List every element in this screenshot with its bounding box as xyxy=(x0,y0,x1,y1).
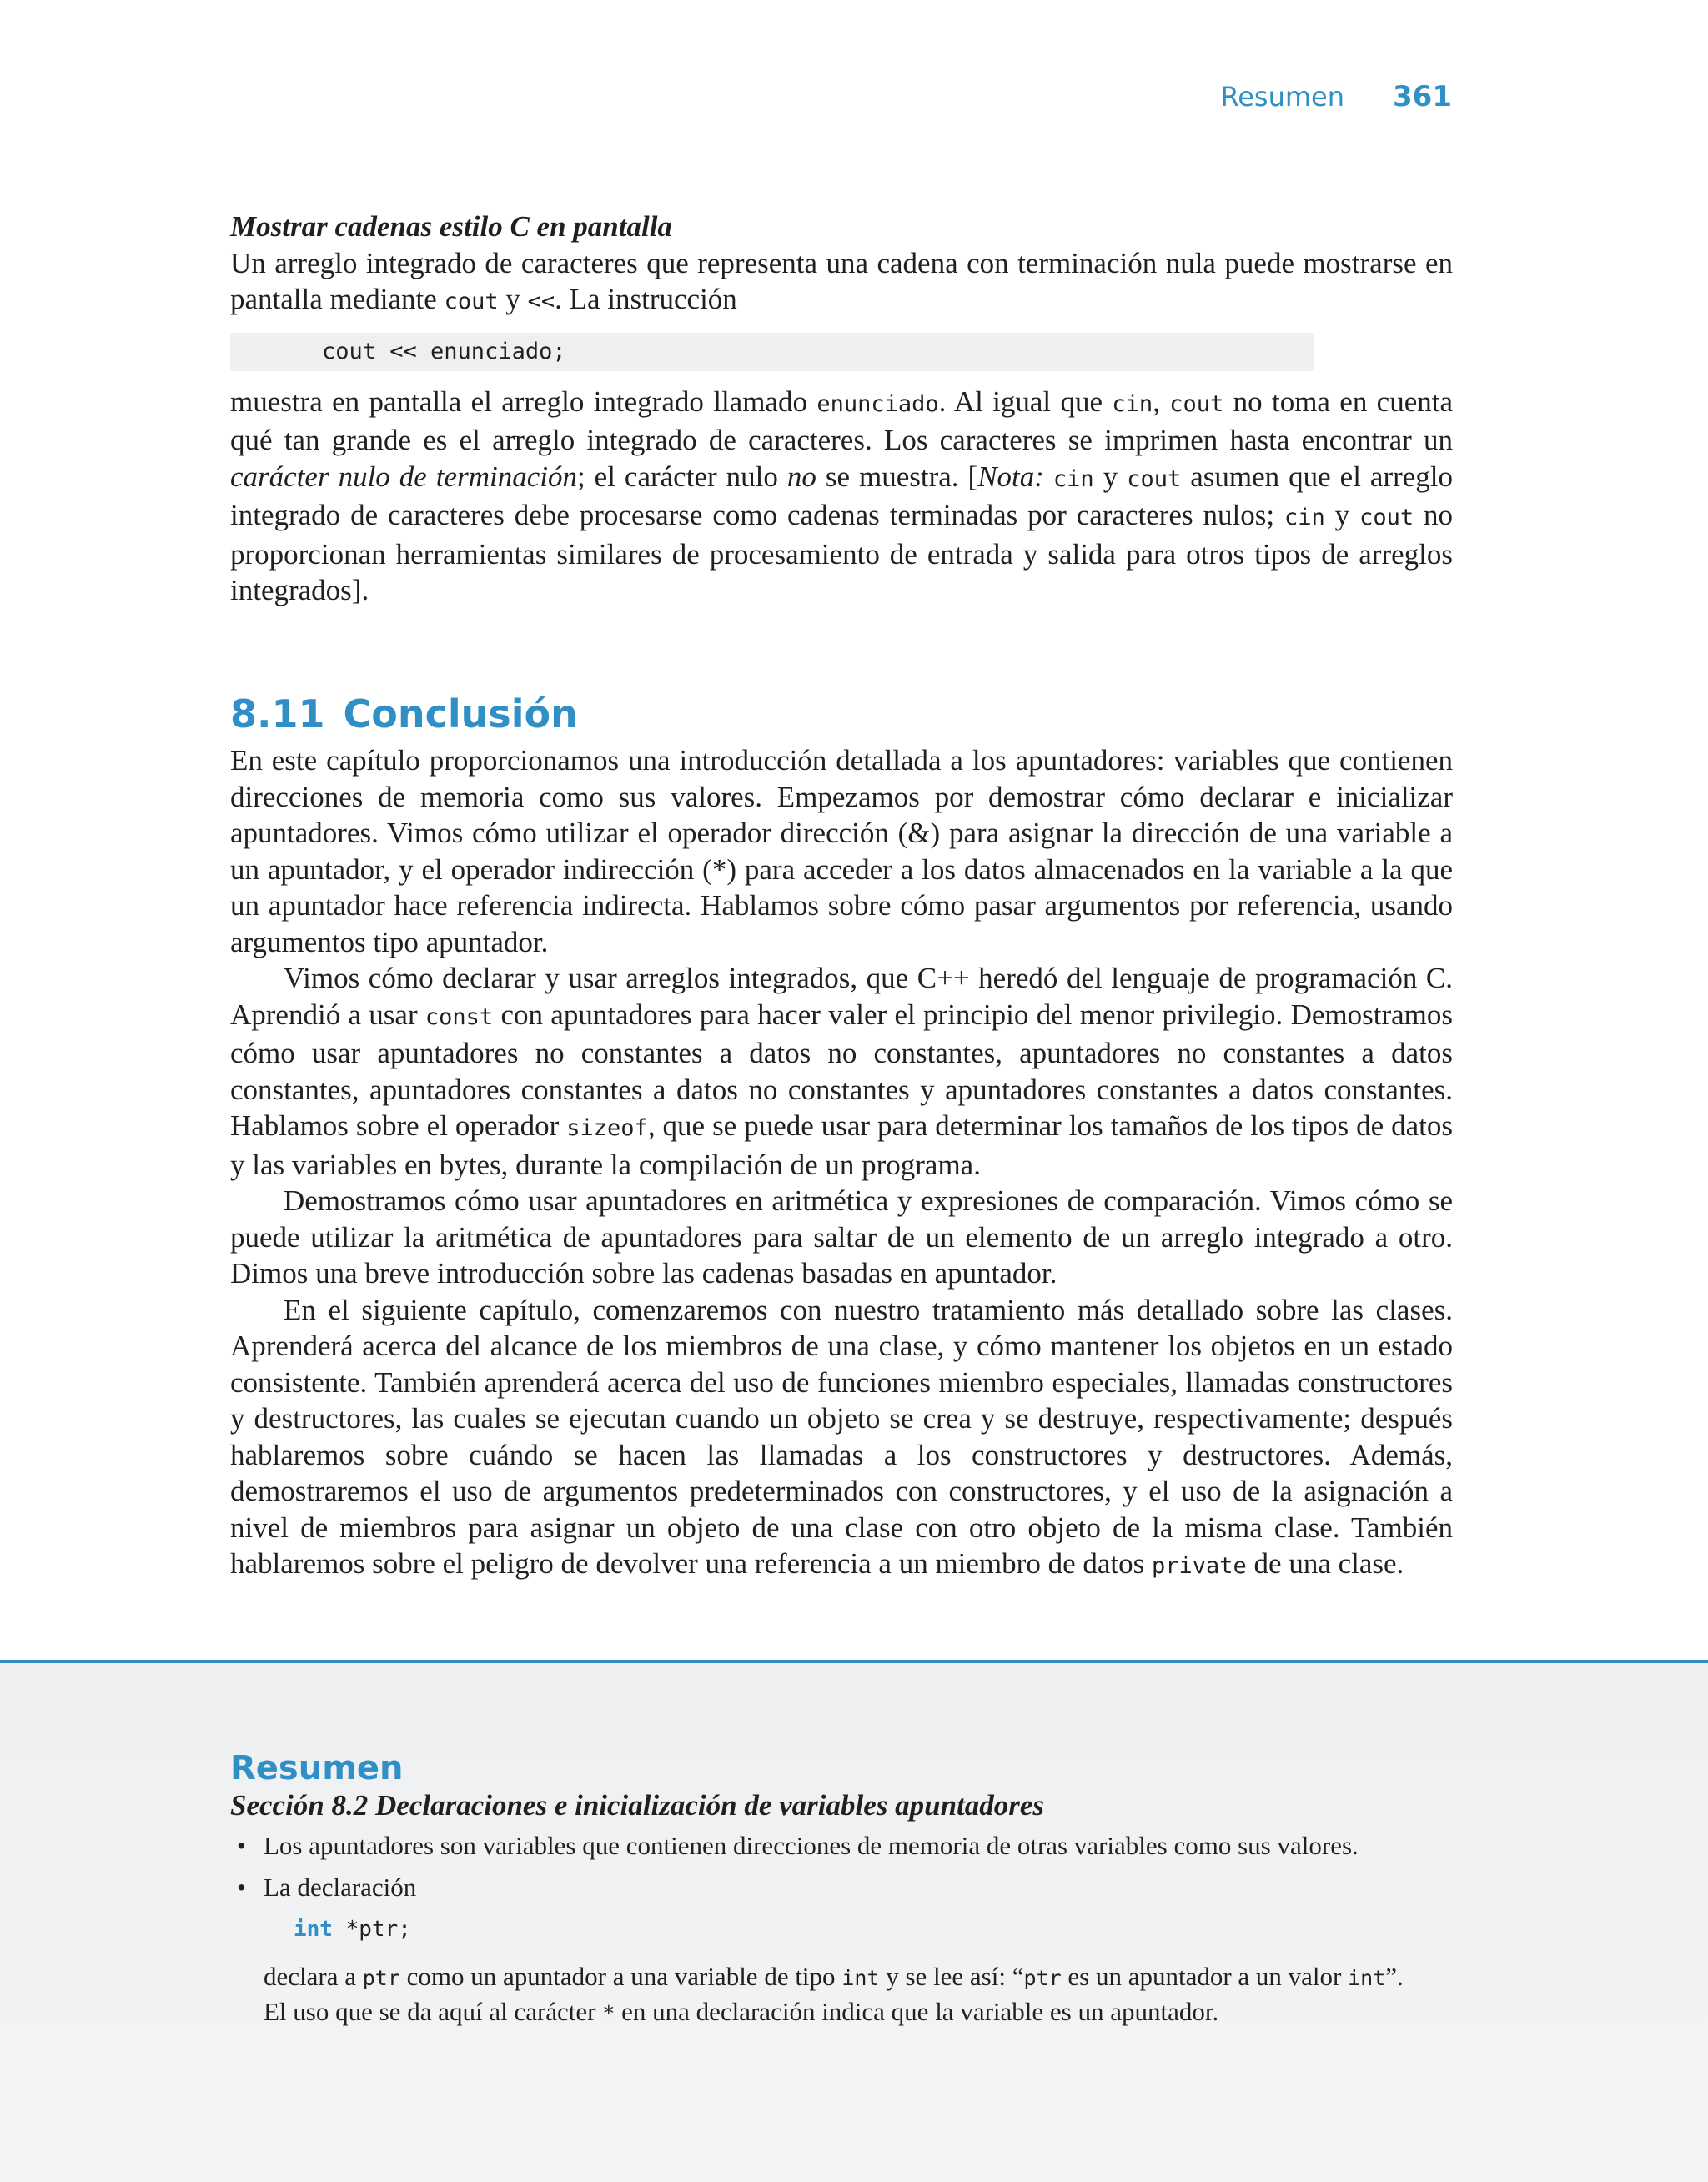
text: , que se puede usar para determinar los tamaños de los tipos de datos y las variables en bytes, durante la compilación de un programa. xyxy=(230,1109,1453,1181)
text: El uso que se da aquí al carácter xyxy=(264,1997,603,2026)
list-item: • La declaración xyxy=(230,1870,1464,1905)
section-title-text: Conclusión xyxy=(343,691,578,737)
text: muestra en pantalla el arreglo integrado llamado xyxy=(230,385,817,418)
text: es un apuntador a un valor xyxy=(1061,1962,1349,1991)
code-block xyxy=(230,333,1314,371)
emphasis: Nota: xyxy=(977,460,1044,493)
conclusion-paragraph-4 xyxy=(230,1292,1453,1585)
summary-section xyxy=(230,1748,1464,2030)
conclusion-paragraph-1: En este capítulo proporcionamos una introducción detallada a los apuntadores: variables que contienen direcciones de memoria como sus valores. Empezamos por demostrar cómo declarar e inicializar apuntadores. Vimos cómo utilizar el operador dirección (&) para asignar la dirección de una variable a un apuntador, y el operador indirección (*) para acceder a los datos almacenados en la variable a la que un apuntador hace referencia indirecta. Hablamos sobre cómo pasar argumentos por referencia, usando argumentos tipo apuntador. xyxy=(230,744,1453,958)
text: declara a xyxy=(264,1962,363,1991)
text: de una clase. xyxy=(1246,1547,1404,1580)
text: y xyxy=(1324,499,1360,531)
conclusion-paragraph-2 xyxy=(230,960,1453,1183)
text: . La instrucción xyxy=(555,283,737,315)
emphasis: carácter nulo de terminación xyxy=(230,460,577,493)
code-inline: sizeof xyxy=(566,1115,648,1141)
text: asumen que el arreglo integrado de caracteres debe procesarse como cadenas terminadas por caracteres nulos; xyxy=(230,460,1454,531)
summary-title: Resumen xyxy=(230,1749,404,1787)
text: En el siguiente capítulo, comenzaremos con nuestro tratamiento más detallado sobre las clases. Aprenderá acerca del alcance de los miembros de una clase, y cómo mantener los objetos en un estado consistente. También aprenderá acerca del uso de funciones miembro especiales, llamadas constructores y destructores, las cuales se ejecutan cuando un objeto se crea y se destruye, respectivamente; después hablaremos sobre cuándo se hacen las llamadas a los constructores y destructores. Además, demostraremos el uso de argumentos predeterminados con constructores, y el uso de la asignación a nivel de miembros para asignar un objeto de una clase con otro objeto de la misma clase. También hablaremos sobre el peligro de devolver una referencia a un miembro de datos xyxy=(230,1293,1453,1580)
text: y xyxy=(1093,460,1128,493)
code-block xyxy=(294,1917,1464,1942)
text: ; el carácter nulo xyxy=(576,460,787,493)
code-keyword: int xyxy=(294,1917,333,1942)
text: Vimos cómo declarar y usar arreglos integrados, que C++ heredó del lenguaje de programación C. Aprendió a usar xyxy=(230,962,1453,1031)
section-title xyxy=(230,691,1453,737)
text: no proporcionan herramientas similares de procesamiento de entrada y salida para otros tipos de arreglos integrados]. xyxy=(230,499,1453,606)
conclusion-section xyxy=(230,691,1453,1585)
paragraph-explanation xyxy=(230,384,1453,609)
list-item: • Los apuntadores son variables que contienen direcciones de memoria de otras variables como sus valores. xyxy=(230,1828,1464,1863)
code-inline: * xyxy=(602,2001,615,2025)
bullet-continuation xyxy=(230,1960,1464,2030)
code-inline: const xyxy=(424,1003,494,1030)
code-inline: cout xyxy=(444,289,499,314)
code-inline: cin xyxy=(1052,465,1094,492)
running-header xyxy=(1220,80,1452,113)
subsection-heading: Mostrar cadenas estilo C en pantalla xyxy=(230,210,672,243)
code-inline: ptr xyxy=(1023,1966,1062,1990)
text: . Al igual que xyxy=(938,385,1113,418)
section-number: 8.11 xyxy=(230,691,325,737)
header-section-label: Resumen xyxy=(1220,81,1345,113)
text: con apuntadores para hacer valer el principio del menor privilegio. Demostramos cómo usar apuntadores no constantes a datos no constantes, apuntadores no constantes a datos constantes, apuntadores constantes a datos no constantes y apuntadores constantes a datos constantes. Hablamos sobre el operador xyxy=(230,998,1453,1142)
text: y xyxy=(498,283,528,315)
code-inline: cout xyxy=(1169,390,1224,417)
text: ”. xyxy=(1385,1962,1404,1991)
code-inline: enunciado xyxy=(816,390,939,417)
text: en una declaración indica que la variable es un apuntador. xyxy=(615,1997,1219,2026)
code-inline: int xyxy=(1348,1966,1386,1990)
text: , xyxy=(1153,385,1170,418)
code-inline: cin xyxy=(1112,390,1153,417)
top-section xyxy=(230,209,1453,609)
code-text: *ptr; xyxy=(332,1917,411,1942)
emphasis: no xyxy=(786,460,816,493)
code-inline: private xyxy=(1151,1553,1247,1579)
text: se muestra. [ xyxy=(816,460,978,493)
code-inline: ptr xyxy=(362,1966,400,1990)
conclusion-paragraph-3: Demostramos cómo usar apuntadores en aritmética y expresiones de comparación. Vimos cómo se puede utilizar la aritmética de apuntadores para saltar de un elemento de un arreglo integrado a otro. Dimos una breve introducción sobre las cadenas basadas en apuntador. xyxy=(230,1184,1453,1290)
summary-section-heading: Sección 8.2 Declaraciones e inicialización de variables apuntadores xyxy=(230,1789,1045,1822)
code-inline: cout xyxy=(1127,465,1182,492)
text: no toma en cuenta qué tan grande es el arreglo integrado de caracteres. Los caracteres se imprimen hasta encontrar un xyxy=(230,385,1454,456)
code-line: cout << enunciado; xyxy=(322,339,566,365)
paragraph-intro xyxy=(230,245,1453,320)
text xyxy=(1044,460,1053,493)
page-number: 361 xyxy=(1393,80,1452,113)
code-inline: int xyxy=(841,1966,880,1990)
code-inline: cout xyxy=(1359,505,1414,530)
code-inline: cin xyxy=(1284,505,1325,530)
code-inline: << xyxy=(527,289,555,314)
text: y se lee así: “ xyxy=(879,1962,1024,1991)
summary-bullets xyxy=(230,1828,1464,1905)
text: como un apuntador a una variable de tipo xyxy=(399,1962,842,1991)
text: Un arreglo integrado de caracteres que representa una cadena con terminación nula puede mostrarse en pantalla mediante xyxy=(230,246,1453,315)
